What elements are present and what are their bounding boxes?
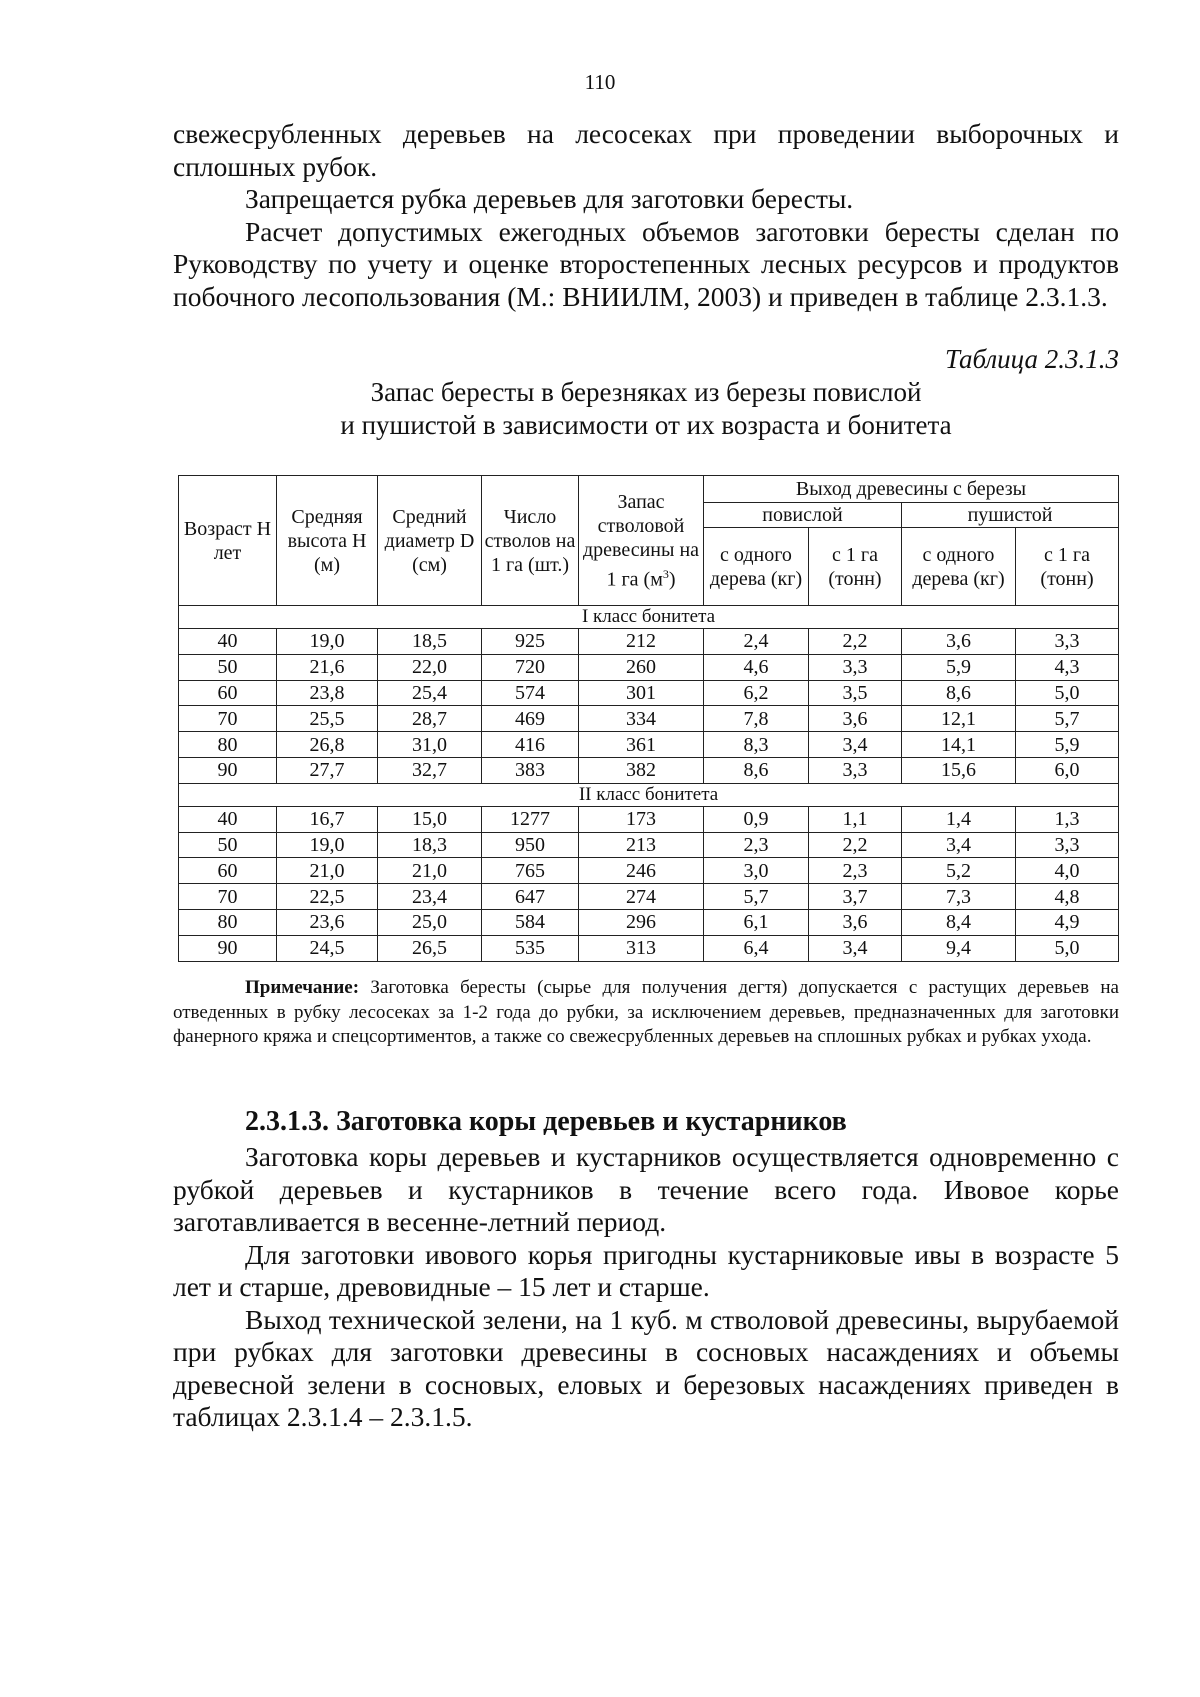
table-cell: 1277 [482, 806, 579, 832]
intro-paragraph-1: свежесрубленных деревьев на лесосеках при проведении выборочных и сплошных рубок. [173, 118, 1119, 182]
table-cell: 31,0 [378, 732, 482, 758]
table-cell: 22,0 [378, 654, 482, 680]
table-cell: 765 [482, 858, 579, 884]
table-cell: 80 [179, 909, 277, 935]
header-height: Средняя высота Н (м) [277, 476, 378, 606]
table-cell: 1,4 [902, 806, 1016, 832]
table-cell: 469 [482, 706, 579, 732]
table-cell: 720 [482, 654, 579, 680]
table-cell: 3,4 [809, 935, 902, 961]
table-cell: 4,6 [704, 654, 809, 680]
section-row [179, 606, 1119, 629]
table-cell: 3,0 [704, 858, 809, 884]
table-cell: 28,7 [378, 706, 482, 732]
section-label: I класс бонитета [179, 606, 1119, 629]
table-cell: 3,3 [1016, 832, 1119, 858]
intro-paragraph-3: Расчет допустимых ежегодных объемов заготовки бересты сделан по Руководству по учету и оценке второстепенных лесных ресурсов и продуктов побочного лесопользования (М.: ВНИИЛМ, 2003) и приведен в таблице 2.3.1.3. [173, 215, 1119, 312]
table-cell: 274 [579, 884, 704, 910]
table-row [179, 706, 1119, 732]
table-cell: 212 [579, 629, 704, 655]
table-cell: 22,5 [277, 884, 378, 910]
section-row [179, 783, 1119, 806]
table-cell: 213 [579, 832, 704, 858]
table-cell: 3,3 [809, 654, 902, 680]
table-body [179, 606, 1119, 962]
table-cell: 12,1 [902, 706, 1016, 732]
intro-text [173, 118, 1119, 313]
table-cell: 9,4 [902, 935, 1016, 961]
table-cell: 6,0 [1016, 757, 1119, 783]
table-cell: 382 [579, 757, 704, 783]
table-cell: 23,4 [378, 884, 482, 910]
table-cell: 8,4 [902, 909, 1016, 935]
table-cell: 40 [179, 629, 277, 655]
table-row [179, 858, 1119, 884]
header-pendula: повислой [704, 503, 902, 528]
header-per-ha-pendula: с 1 га (тонн) [809, 528, 902, 606]
table-cell: 8,6 [902, 680, 1016, 706]
table-title-line-2: и пушистой в зависимости от их возраста и бонитета [340, 410, 952, 440]
table-cell: 70 [179, 706, 277, 732]
table-cell: 26,8 [277, 732, 378, 758]
table-cell: 19,0 [277, 629, 378, 655]
header-stems: Число стволов на 1 га (шт.) [482, 476, 579, 606]
table-cell: 90 [179, 935, 277, 961]
table-cell: 334 [579, 706, 704, 732]
table-cell: 5,0 [1016, 935, 1119, 961]
table-cell: 383 [482, 757, 579, 783]
table-cell: 260 [579, 654, 704, 680]
header-age: Возраст Н лет [179, 476, 277, 606]
table-cell: 3,6 [809, 706, 902, 732]
table-cell: 5,0 [1016, 680, 1119, 706]
table-cell: 25,0 [378, 909, 482, 935]
table-cell: 3,3 [809, 757, 902, 783]
header-stock-sup: 3 [662, 566, 669, 581]
table-cell: 2,3 [704, 832, 809, 858]
table-cell: 19,0 [277, 832, 378, 858]
table-cell: 1,1 [809, 806, 902, 832]
table-row [179, 732, 1119, 758]
table-title [173, 376, 1119, 442]
table-cell: 24,5 [277, 935, 378, 961]
table-cell: 5,7 [1016, 706, 1119, 732]
table-cell: 27,7 [277, 757, 378, 783]
table-cell: 4,0 [1016, 858, 1119, 884]
table-cell: 21,0 [277, 858, 378, 884]
bark-stock-table [178, 475, 1119, 962]
table-cell: 416 [482, 732, 579, 758]
table-cell: 173 [579, 806, 704, 832]
table-cell: 2,3 [809, 858, 902, 884]
header-stock [579, 476, 704, 606]
intro-paragraph-2: Запрещается рубка деревьев для заготовки бересты. [245, 183, 854, 214]
table-cell: 3,7 [809, 884, 902, 910]
table-cell: 5,9 [1016, 732, 1119, 758]
table-cell: 925 [482, 629, 579, 655]
table-cell: 4,3 [1016, 654, 1119, 680]
table-cell: 4,8 [1016, 884, 1119, 910]
header-per-tree-pubescent: с одного дерева (кг) [902, 528, 1016, 606]
table-cell: 3,5 [809, 680, 902, 706]
header-stock-text: Запас стволовой древесины на 1 га (м [582, 490, 700, 591]
table-cell: 3,6 [902, 629, 1016, 655]
table-cell: 60 [179, 858, 277, 884]
header-diameter: Средний диаметр D (см) [378, 476, 482, 606]
page-number: 110 [584, 70, 616, 94]
table-row [179, 832, 1119, 858]
table-cell: 361 [579, 732, 704, 758]
table-cell: 246 [579, 858, 704, 884]
table-cell: 15,0 [378, 806, 482, 832]
table-row [179, 935, 1119, 961]
table-cell: 80 [179, 732, 277, 758]
table-label: Таблица 2.3.1.3 [944, 344, 1119, 374]
table-cell: 23,6 [277, 909, 378, 935]
section-label: II класс бонитета [179, 783, 1119, 806]
table-cell: 950 [482, 832, 579, 858]
note-label: Примечание: [245, 977, 360, 998]
table-cell: 313 [579, 935, 704, 961]
section-text [173, 1141, 1119, 1434]
table-cell: 535 [482, 935, 579, 961]
table-cell: 5,9 [902, 654, 1016, 680]
table-cell: 8,3 [704, 732, 809, 758]
table-cell: 50 [179, 654, 277, 680]
table-cell: 90 [179, 757, 277, 783]
table-cell: 18,3 [378, 832, 482, 858]
table-cell: 6,4 [704, 935, 809, 961]
table-note [173, 976, 1119, 1050]
table-row [179, 884, 1119, 910]
table-cell: 647 [482, 884, 579, 910]
table-row [179, 757, 1119, 783]
table-cell: 4,9 [1016, 909, 1119, 935]
table-cell: 25,5 [277, 706, 378, 732]
table-cell: 3,6 [809, 909, 902, 935]
table-row [179, 806, 1119, 832]
table-cell: 6,2 [704, 680, 809, 706]
table-cell: 50 [179, 832, 277, 858]
table-cell: 16,7 [277, 806, 378, 832]
table-cell: 5,2 [902, 858, 1016, 884]
table-cell: 18,5 [378, 629, 482, 655]
note-text: Заготовка бересты (сырье для получения дегтя) допускается с растущих деревьев на отведенных в рубку лесосеках за 1-2 года до рубки, за исключением деревьев, предназначенных для заготовки фанерного кряжа и спецсортиментов, а также со свежесрубленных деревьев на сплошных рубках и рубках ухода. [173, 977, 1119, 1047]
header-per-tree-pendula: с одного дерева (кг) [704, 528, 809, 606]
header-stock-close: ) [668, 568, 676, 591]
table-cell: 15,6 [902, 757, 1016, 783]
table-row [179, 654, 1119, 680]
section-paragraph-1: Заготовка коры деревьев и кустарников осуществляется одновременно с рубкой деревьев и кустарников в течение всего года. Ивовое корье заготавливается в весенне-летний период. [173, 1141, 1119, 1237]
table-row [179, 909, 1119, 935]
table-cell: 1,3 [1016, 806, 1119, 832]
table-row [179, 629, 1119, 655]
table-cell: 21,6 [277, 654, 378, 680]
section-paragraph-2: Для заготовки ивового корья пригодны кустарниковые ивы в возрасте 5 лет и старше, древовидные – 15 лет и старше. [173, 1238, 1119, 1302]
table-cell: 70 [179, 884, 277, 910]
table-cell: 301 [579, 680, 704, 706]
table-cell: 32,7 [378, 757, 482, 783]
section-heading: 2.3.1.3. Заготовка коры деревьев и кустарников [245, 1106, 847, 1137]
header-pubescent: пушистой [902, 503, 1119, 528]
table-cell: 23,8 [277, 680, 378, 706]
table-cell: 6,1 [704, 909, 809, 935]
table-cell: 3,4 [809, 732, 902, 758]
table-cell: 3,4 [902, 832, 1016, 858]
table-cell: 7,3 [902, 884, 1016, 910]
table-cell: 60 [179, 680, 277, 706]
table-cell: 2,2 [809, 629, 902, 655]
table-cell: 7,8 [704, 706, 809, 732]
table-cell: 8,6 [704, 757, 809, 783]
table-cell: 0,9 [704, 806, 809, 832]
table-cell: 25,4 [378, 680, 482, 706]
header-per-ha-pubescent: с 1 га (тонн) [1016, 528, 1119, 606]
table-cell: 5,7 [704, 884, 809, 910]
table-cell: 21,0 [378, 858, 482, 884]
table-row [179, 680, 1119, 706]
section-paragraph-3: Выход технической зелени, на 1 куб. м стволовой древесины, вырубаемой при рубках для заготовки древесины в сосновых насаждениях и объемы древесной зелени в сосновых, еловых и березовых насаждениях приведен в таблицах 2.3.1.4 – 2.3.1.5. [173, 1303, 1119, 1432]
table-cell: 40 [179, 806, 277, 832]
table-title-line-1: Запас бересты в березняках из березы повислой [370, 377, 922, 407]
table-cell: 14,1 [902, 732, 1016, 758]
table-cell: 3,3 [1016, 629, 1119, 655]
table-cell: 26,5 [378, 935, 482, 961]
table-cell: 2,4 [704, 629, 809, 655]
table-cell: 296 [579, 909, 704, 935]
table-cell: 584 [482, 909, 579, 935]
table-cell: 2,2 [809, 832, 902, 858]
header-yield: Выход древесины с березы [704, 476, 1119, 503]
table-cell: 574 [482, 680, 579, 706]
